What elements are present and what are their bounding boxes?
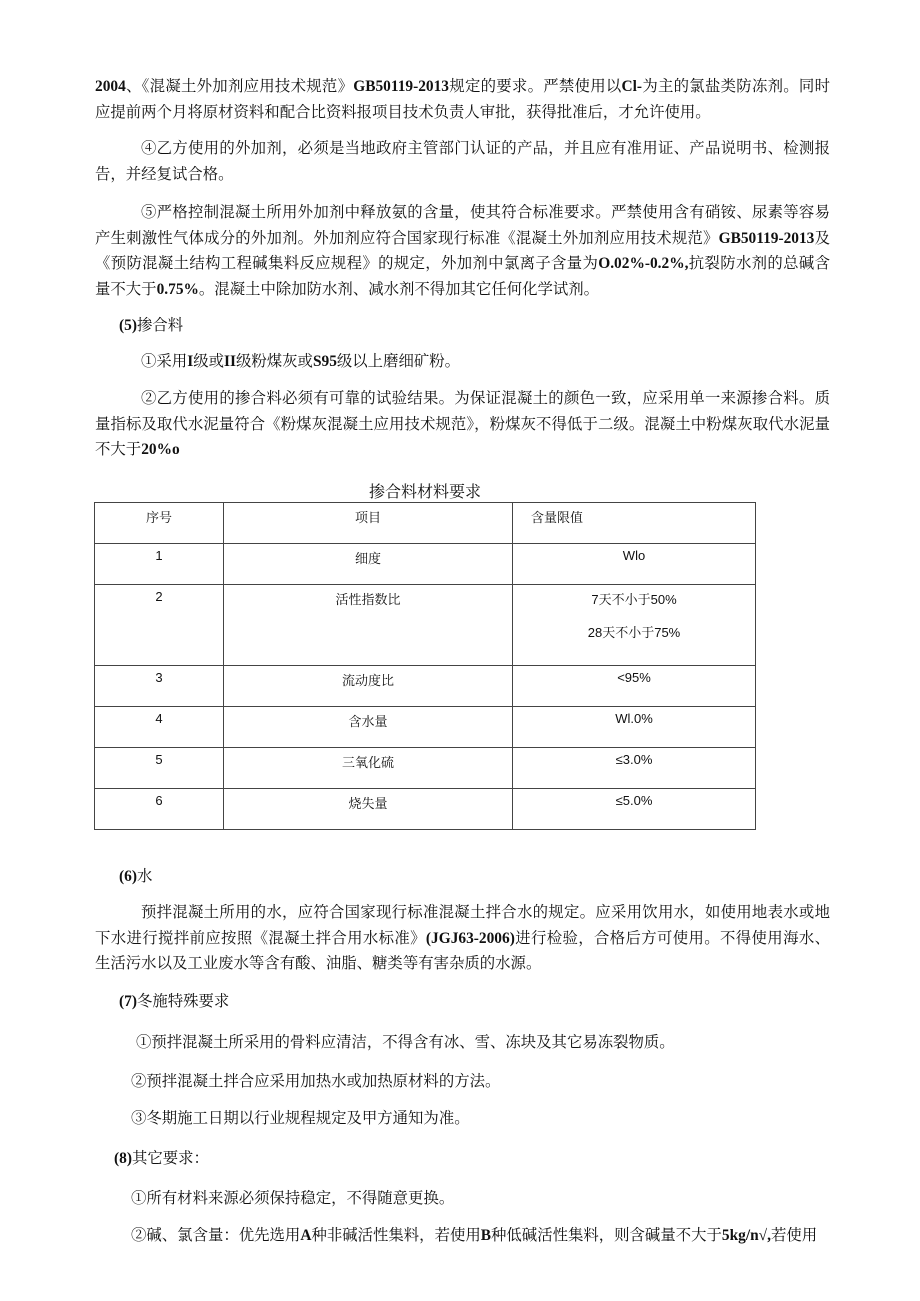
text-run: ②乙方使用的掺合料必须有可靠的试验结果。为保证混凝土的颜色一致，应采用单一来源掺合料。质量指标及取代水泥量符合《粉煤灰混凝土应用技术规范》，粉煤灰不得低于二级。混凝土中粉煤灰取代水泥量不大于 [95,390,830,458]
paragraph [95,1030,830,1056]
text-run: (7) [119,993,137,1010]
header-item: 项目 [224,503,513,544]
text-run: 5kg/n√, [721,1227,771,1244]
text-run: ②碱、氯含量：优先选用 [131,1227,301,1244]
paragraph [95,386,830,463]
text-run: I [187,353,194,370]
text-run: 为主的氯盐类防冻剂。同时应提前两个月将原材资料和配合比资料报项目技术负责人审批，获得批准后，才允许使用。 [95,78,830,121]
limit-line: 28天不小于75% [587,625,681,640]
text-run: GB50119-2013 [353,78,450,95]
header-limit: 含量限值 [513,503,756,544]
paragraph [95,1106,830,1132]
text-run: 若使用 [770,1227,818,1244]
cell-limit: <95% [513,666,756,707]
text-run: (5) [119,317,137,334]
paragraph [95,349,830,375]
cell-limit: Wl.0% [513,707,756,748]
text-run: ①预拌混凝土所采用的骨料应清洁，不得含有冰、雪、冻块及其它易冻裂物质。 [136,1034,675,1051]
text-run: 预拌混凝土所用的水，应符合国家现行标准混凝土拌合水的规定。应采用饮用水，如使用地表水或地下水进行搅拌前应按照《混凝土拌合用水标准》 [95,904,830,947]
paragraph [95,136,830,187]
paragraph [95,1146,830,1172]
text-run: 冬施特殊要求 [136,993,230,1010]
text-run: Cl- [621,78,643,95]
text-run: 级或 [193,353,224,370]
text-run: 2004 [95,78,126,95]
text-run: 规定的要求。严禁使用以 [449,78,622,95]
text-run: 水 [136,868,153,885]
text-run: (8) [114,1150,132,1167]
cell-item: 含水量 [224,707,513,748]
paragraph [95,313,830,339]
cell-item: 烧失量 [224,789,513,830]
paragraph [95,200,830,302]
text-run: GB50119-2013 [718,229,815,247]
paragraph [95,74,830,125]
cell-limit: ≤5.0% [513,789,756,830]
text-run: A [300,1227,312,1244]
cell-index: 1 [95,544,224,585]
table-row [95,666,756,707]
text-run: ②预拌混凝土拌合应采用加热水或加热原材料的方法。 [131,1073,501,1090]
cell-item: 活性指数比 [224,585,513,666]
text-run: ①所有材料来源必须保持稳定，不得随意更换。 [131,1190,455,1207]
paragraph [95,900,830,977]
text-run: S95 [312,353,337,370]
cell-index: 6 [95,789,224,830]
text-run: II [223,353,236,370]
cell-item: 三氧化硫 [224,748,513,789]
paragraph [95,989,830,1015]
admixture-requirements-table [94,502,756,830]
text-run: 及《预防混凝土结构工程碱集料反应规程》的规定，外加剂中氯离子含量为 [95,229,830,272]
paragraph [95,1069,830,1095]
text-run: 0.75% [156,280,199,298]
table-row [95,789,756,830]
cell-limit: Wlo [513,544,756,585]
table-row [95,544,756,585]
table-header-row [95,503,756,544]
text-run: 掺合料 [136,317,184,334]
cell-item: 流动度比 [224,666,513,707]
text-run: ⑤严格控制混凝土所用外加剂中释放氨的含量，使其符合标准要求。严禁使用含有硝铵、尿素等容易产生刺激性气体成分的外加剂。外加剂应符合国家现行标准《混凝土外加剂应用技术规范》 [95,204,830,247]
text-run: 其它要求： [131,1150,209,1167]
text-run: 级以上磨细矿粉。 [336,353,461,370]
text-run: 、《混凝土外加剂应用技术规范》 [125,78,354,95]
header-index: 序号 [95,503,224,544]
text-run: 种非碱活性集料，若使用 [311,1227,481,1244]
text-run: (JGJ63-2006) [425,929,515,947]
text-run: 20%o [141,441,180,458]
text-run: 进行检验，合格后方可使用。不得使用海水、生活污水以及工业废水等含有酸、油脂、糖类等有害杂质的水源。 [95,929,830,972]
cell-index: 2 [95,585,224,666]
cell-limit: ≤3.0% [513,748,756,789]
text-run: (6) [119,868,137,885]
table-row [95,585,756,666]
cell-index: 4 [95,707,224,748]
cell-index: 3 [95,666,224,707]
text-run: 级粉煤灰或 [235,353,313,370]
paragraph [95,1186,830,1212]
text-run: B [480,1227,492,1244]
text-run: O.02%-0.2%, [598,255,689,272]
text-run: ④乙方使用的外加剂，必须是当地政府主管部门认证的产品，并且应有准用证、产品说明书、检测报告，并经复试合格。 [95,140,830,183]
table-row [95,707,756,748]
cell-index: 5 [95,748,224,789]
table-caption: 掺合料材料要求 [368,484,481,501]
limit-line: 7天不小于50% [591,592,677,607]
text-run: ①采用 [141,353,188,370]
text-run: ③冬期施工日期以行业规程规定及甲方通知为准。 [131,1110,470,1127]
cell-item: 细度 [224,544,513,585]
paragraph [95,1223,830,1249]
paragraph [95,864,830,890]
text-run: 种低碱活性集料，则含碱量不大于 [491,1227,722,1244]
cell-limit [513,585,756,666]
text-run: 抗裂防水剂的总碱含量不大于 [95,255,830,298]
text-run: 。混凝土中除加防水剂、减水剂不得加其它任何化学试剂。 [198,280,600,298]
table-row [95,748,756,789]
